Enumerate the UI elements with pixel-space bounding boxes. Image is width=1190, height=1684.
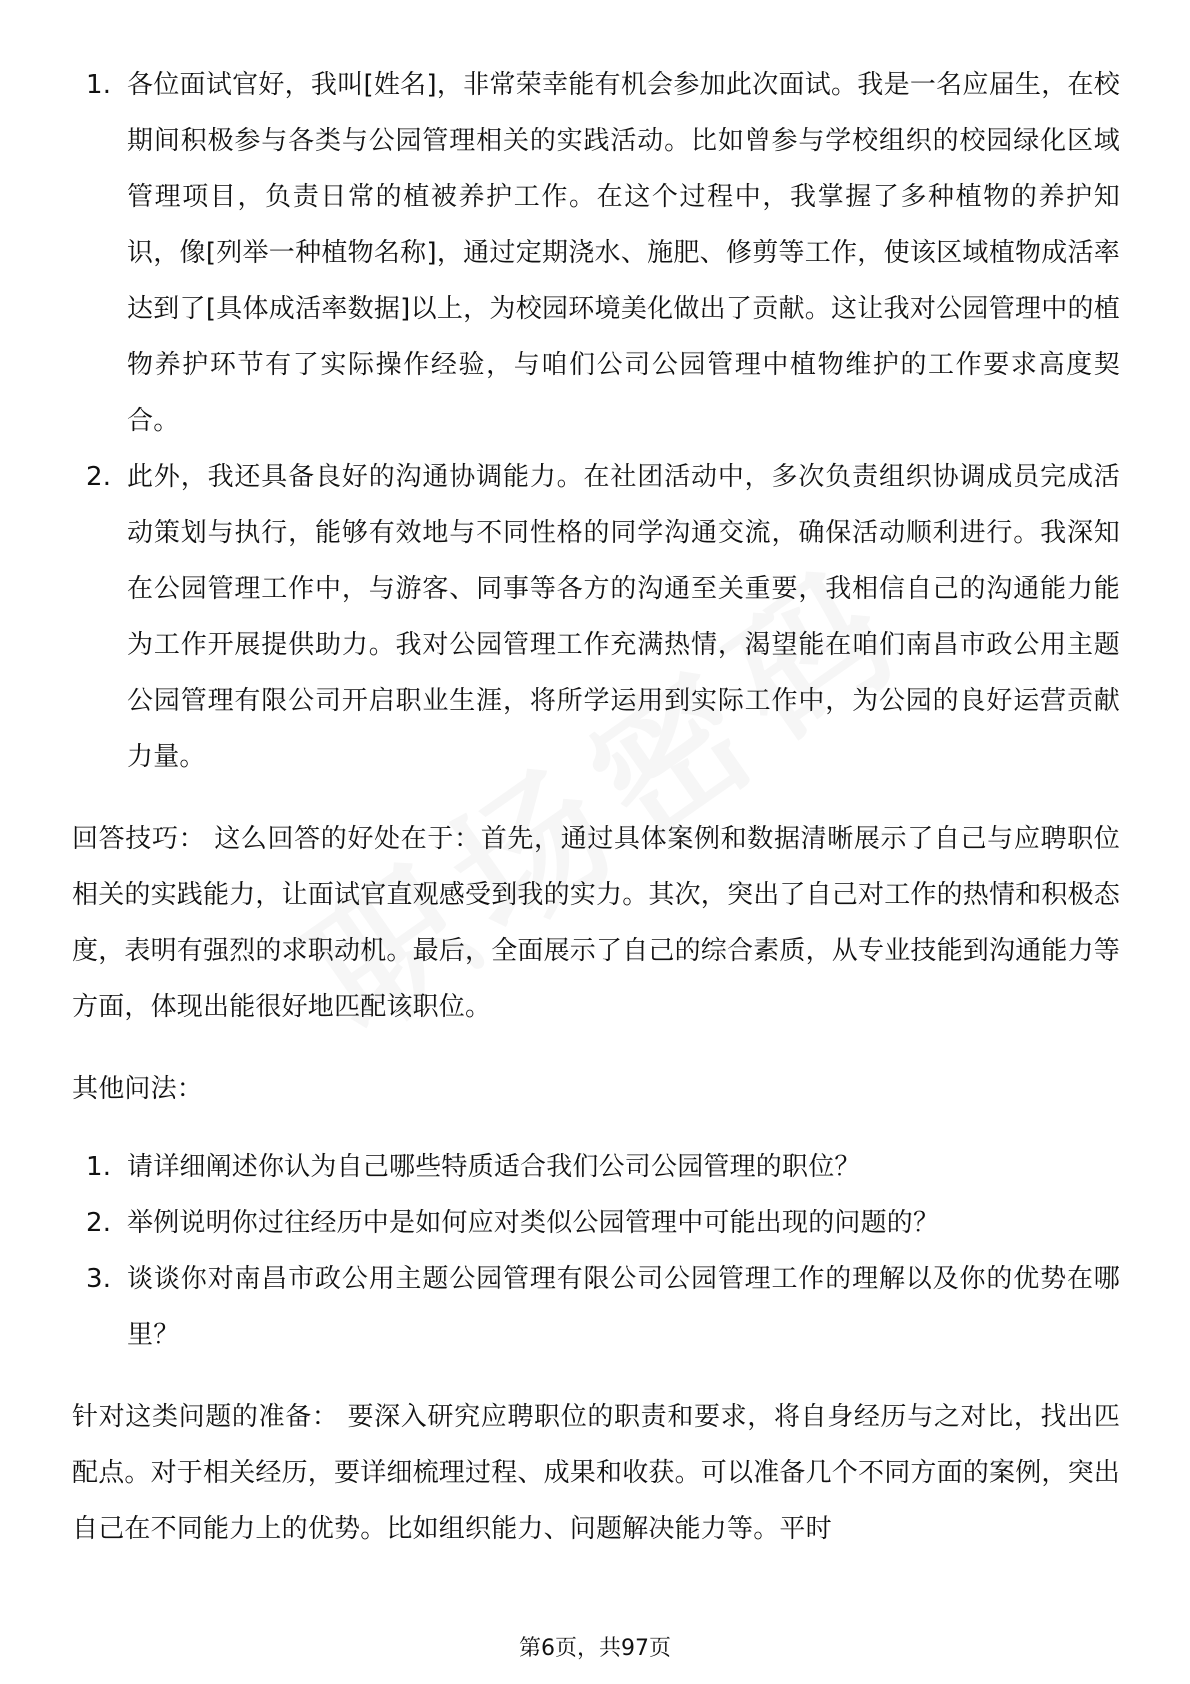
list-number: 1. xyxy=(86,1152,112,1182)
list-item xyxy=(72,1195,1120,1251)
page-number-footer: 第6页，共97页 xyxy=(519,1636,671,1661)
list-item xyxy=(72,1139,1120,1195)
list-number: 2. xyxy=(86,462,112,492)
list-item xyxy=(72,57,1120,449)
answer-list xyxy=(72,57,1120,785)
page-content xyxy=(72,57,1120,1557)
list-number: 2. xyxy=(86,1208,112,1238)
list-item xyxy=(72,449,1120,785)
list-number: 3. xyxy=(86,1264,112,1294)
list-item xyxy=(72,1251,1120,1363)
list-item-text: 各位面试官好，我叫[姓名]，非常荣幸能有机会参加此次面试。我是一名应届生，在校期间积极参与各类与公园管理相关的实践活动。比如曾参与学校组织的校园绿化区域管理项目，负责日常的植被养护工作。在这个过程中，我掌握了多种植物的养护知识，像[列举一种植物名称]，通过定期浇水、施肥、修剪等工作，使该区域植物成活率达到了[具体成活率数据]以上，为校园环境美化做出了贡献。这让我对公园管理中的植物养护环节有了实际操作经验，与咱们公司公园管理中植物维护的工作要求高度契合。 xyxy=(127,70,1120,436)
list-item-text: 此外，我还具备良好的沟通协调能力。在社团活动中，多次负责组织协调成员完成活动策划与执行，能够有效地与不同性格的同学沟通交流，确保活动顺利进行。我深知在公园管理工作中，与游客、同事等各方的沟通至关重要，我相信自己的沟通能力能为工作开展提供助力。我对公园管理工作充满热情，渴望能在咱们南昌市政公用主题公园管理有限公司开启职业生涯，将所学运用到实际工作中，为公园的良好运营贡献力量。 xyxy=(127,462,1120,772)
preparation-paragraph: 针对这类问题的准备： 要深入研究应聘职位的职责和要求，将自身经历与之对比，找出匹配点。对于相关经历，要详细梳理过程、成果和收获。可以准备几个不同方面的案例，突出自己在不同能力上的优势。比如组织能力、问题解决能力等。平时 xyxy=(72,1402,1121,1544)
list-item-text: 请详细阐述你认为自己哪些特质适合我们公司公园管理的职位？ xyxy=(127,1152,861,1182)
list-number: 1. xyxy=(86,70,112,100)
list-item-text: 谈谈你对南昌市政公用主题公园管理有限公司公园管理工作的理解以及你的优势在哪里？ xyxy=(127,1264,1120,1350)
list-item-text: 举例说明你过往经历中是如何应对类似公园管理中可能出现的问题的？ xyxy=(127,1208,940,1238)
answer-tips-paragraph: 回答技巧： 这么回答的好处在于：首先，通过具体案例和数据清晰展示了自己与应聘职位相关的实践能力，让面试官直观感受到我的实力。其次，突出了自己对工作的热情和积极态度，表明有强烈的求职动机。最后，全面展示了自己的综合素质，从专业技能到沟通能力等方面，体现出能很好地匹配该职位。 xyxy=(72,824,1121,1022)
other-questions-heading: 其他问法： xyxy=(72,1074,204,1104)
other-questions-list xyxy=(72,1139,1120,1363)
